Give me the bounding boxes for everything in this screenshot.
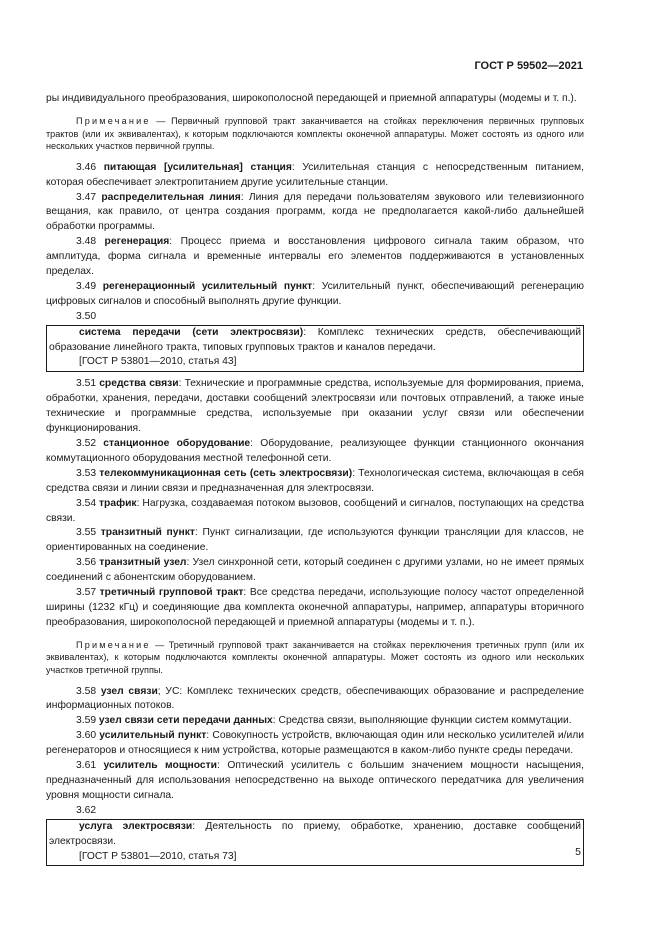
entry-3-48 [46, 235, 584, 280]
entry-definition: : Технические и программные средства, используемые для формирования, приема, обработки, хранения, передачи, доставки сообщений электросвязи или почтовых отправлений, а также иные технические и программные средства, используемые при оказании услуг связи или обеспечении функционирования. [46, 378, 584, 435]
entry-term: узел связи сети передачи данных [98, 715, 273, 727]
entry-3-61 [46, 759, 584, 804]
entry-definition: : Средства связи, выполняющие функции систем коммутации. [272, 715, 572, 727]
entry-term: система передачи (сети электросвязи) [79, 326, 304, 338]
entry-3-53 [46, 467, 584, 497]
boxed-entry [49, 820, 581, 850]
note-text: — Третичный групповой тракт заканчивается на стойках переключения третичных групп (или их эквивалентах), к которым подключаются комплекты оконечной аппаратуры. Может состоять из одного или нескольких участков третичной группы. [46, 639, 584, 675]
entry-3-58 [46, 685, 584, 715]
entry-definition: : Оптический усилитель с большим значением мощности насыщения, предназначенный для использования непосредственно на выходе оптического передатчика для увеличения уровня мощности сигнала. [46, 760, 584, 801]
entry-term: третичный групповой тракт [99, 587, 244, 599]
entry-number: 3.53 [76, 467, 97, 479]
entry-definition: : Усилительная станция с непосредственным питанием, которая обеспечивает электропитанием другие усилительные станции. [46, 161, 584, 188]
entry-term: регенерационный усилительный пункт [102, 280, 313, 292]
entry-3-55 [46, 526, 584, 556]
entry-number: 3.52 [76, 438, 97, 449]
entry-definition: ; УС: Комплекс технических средств, обеспечивающих образование и распределение информационных потоков. [46, 685, 584, 712]
entry-term: узел связи [100, 685, 158, 697]
intro-paragraph: ры индивидуального преобразования, широкополосной передающей и приемной аппаратуры (модемы и т. п.). [46, 93, 577, 104]
note-text: — Первичный групповой тракт заканчивается на стойках переключения первичных групповых трактов (или их эквивалентах), к которым подключаются комплекты оконечной аппаратуры. Может состоять из одного или нескольких участков первичной группы. [46, 115, 584, 152]
entry-definition: : Нагрузка, создаваемая потоком вызовов, сообщений и сигналов, поступающих на средства связи. [46, 497, 584, 524]
entry-term: средства связи [99, 378, 179, 390]
entry-term: транзитный пункт [100, 527, 195, 539]
entry-definition: : Процесс приема и восстановления цифрового сигнала таким образом, что амплитуда, форма сигнала и временные интервалы его элементов поддерживаются в установленных пределах. [46, 236, 584, 278]
source-reference: [ГОСТ Р 53801—2010, статья 43] [79, 356, 237, 368]
document-id: ГОСТ Р 59502—2021 [474, 60, 583, 72]
entry-term: станционное оборудование [103, 438, 251, 449]
entry-3-60 [46, 729, 584, 759]
quoted-definition-box [46, 325, 584, 373]
note-label: Примечание [76, 639, 151, 650]
entry-term: трафик [99, 497, 137, 509]
entry-3-52 [46, 437, 584, 467]
entry-number: 3.54 [76, 497, 97, 509]
entry-number: 3.56 [76, 557, 97, 569]
entry-definition: : Узел синхронной сети, который соединен с другими узлами, но не имеет прямых соединений с абонентским оборудованием. [46, 557, 584, 584]
entry-3-51 [46, 377, 584, 437]
source-reference: [ГОСТ Р 53801—2010, статья 73] [79, 850, 237, 862]
entry-term: распределительная линия [101, 191, 241, 203]
page-content [46, 92, 584, 866]
entry-number: 3.60 [76, 730, 97, 742]
entry-number: 3.47 [76, 191, 97, 203]
note-2 [46, 639, 584, 677]
entry-term: услуга электросвязи [79, 820, 193, 832]
entry-number: 3.55 [76, 527, 97, 539]
entry-3-46 [46, 161, 584, 191]
entry-3-59 [46, 714, 584, 729]
entry-number-3-62: 3.62 [76, 804, 97, 816]
quoted-definition-box [46, 819, 584, 867]
entry-definition: : Деятельность по приему, обработке, хранению, доставке сообщений электросвязи. [49, 820, 581, 847]
page-number: 5 [575, 846, 581, 858]
entry-number-3-50: 3.50 [76, 310, 97, 322]
entry-3-57 [46, 586, 584, 631]
entry-number: 3.58 [76, 685, 97, 697]
entry-number: 3.57 [76, 587, 97, 599]
entry-term: транзитный узел [99, 557, 187, 569]
entry-definition: : Оборудование, реализующее функции станционного окончания коммутационного оборудования местной телефонной сети. [46, 438, 584, 464]
entry-number: 3.61 [76, 760, 97, 772]
boxed-entry [49, 326, 581, 356]
entry-term: телекоммуникационная сеть (сеть электросвязи) [99, 467, 353, 479]
entry-3-47 [46, 191, 584, 236]
entry-3-56 [46, 556, 584, 586]
entry-number: 3.49 [76, 280, 97, 292]
entry-definition: : Технологическая система, включающая в себя средства связи и линии связи и предназначенная для электросвязи. [46, 467, 584, 494]
entry-number: 3.59 [76, 715, 97, 727]
entry-3-54 [46, 497, 584, 527]
entry-term: питающая [усилительная] станция [103, 161, 292, 173]
entry-term: усилитель мощности [103, 760, 217, 772]
entry-definition: : Линия для передачи пользователям звукового или телевизионного вещания, как правило, от центра создания программ, когда не предполагается какой-либо дальнейшей обработки программы. [46, 191, 585, 233]
entry-definition: : Усилительный пункт, обеспечивающий регенерацию цифровых сигналов и способный выполнять другие функции. [46, 280, 584, 307]
entry-definition: : Все средства передачи, использующие полосу частот определенной ширины (1232 кГц) и соединяющие два комплекта оконечной аппаратуры, например, аппаратуры вторичного преобразования, широкополосной передающей и приемной аппаратуры (модемы и т. п.). [46, 587, 584, 628]
entry-3-49 [46, 280, 584, 310]
note-label: Примечание [76, 115, 151, 126]
entry-term: регенерация [104, 236, 170, 248]
entry-term: усилительный пункт [99, 730, 207, 742]
entry-definition: : Совокупность устройств, включающая один или несколько усилителей и/или регенераторов и относящиеся к ним устройства, которые размещаются в каком-либо пункте среды передачи. [46, 730, 584, 757]
note-1 [46, 115, 584, 153]
entry-number: 3.48 [76, 236, 97, 248]
entry-number: 3.46 [76, 161, 97, 173]
entry-definition: : Пункт сигнализации, где используются функции трансляции для классов, не ориентированных на соединение. [46, 527, 584, 554]
entry-number: 3.51 [76, 378, 97, 390]
entry-definition: : Комплекс технических средств, обеспечивающий образование линейного тракта, типовых групповых трактов и каналов передачи. [49, 326, 581, 353]
